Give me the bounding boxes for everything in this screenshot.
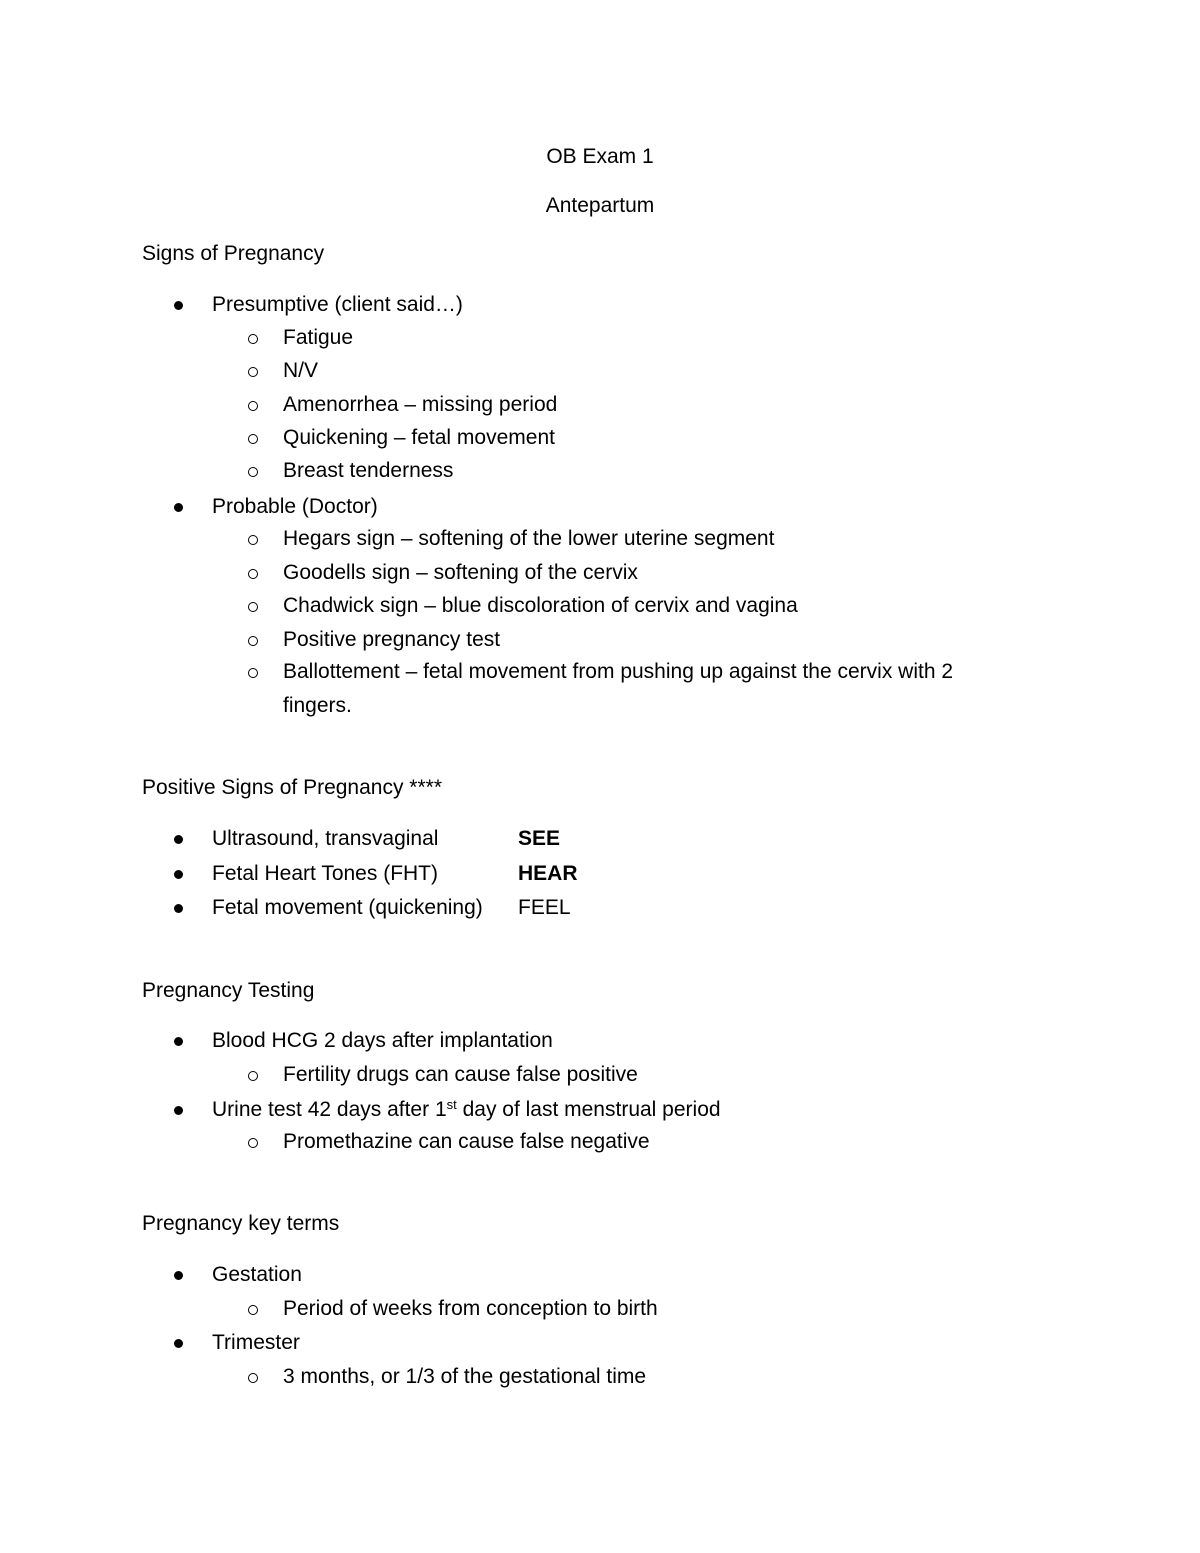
section-heading-signs: Signs of Pregnancy [142,242,325,265]
bullet-icon [174,904,183,913]
list-item: Positive pregnancy test [283,628,501,651]
positive-sign-sense: SEE [518,827,561,850]
list-item: 3 months, or 1/3 of the gestational time [283,1365,647,1388]
document-title: OB Exam 1 [546,145,654,168]
urine-text-start: Urine test 42 days after 1 [212,1098,447,1121]
list-item: Quickening – fetal movement [283,426,555,449]
circle-bullet-icon [248,535,258,545]
bullet-icon [174,1271,183,1280]
blood-test-item: Blood HCG 2 days after implantation [212,1029,553,1052]
ordinal-suffix: st [446,1097,457,1112]
circle-bullet-icon [248,636,258,646]
circle-bullet-icon [248,1071,258,1081]
presumptive-label: Presumptive (client said…) [212,293,463,316]
term-trimester: Trimester [212,1331,300,1354]
positive-sign-sense: HEAR [518,862,578,885]
circle-bullet-icon [248,1138,258,1148]
list-item: Goodells sign – softening of the cervix [283,561,638,584]
list-item: N/V [283,359,319,382]
list-item-continuation: fingers. [283,694,352,717]
section-heading-positive: Positive Signs of Pregnancy **** [142,776,442,799]
list-item: Ballottement – fetal movement from pushing up against the cervix with 2 [283,660,954,683]
term-gestation: Gestation [212,1263,302,1286]
document-subtitle: Antepartum [545,194,655,217]
list-item: Breast tenderness [283,459,454,482]
bullet-icon [174,835,183,844]
bullet-icon [174,503,183,512]
list-item: Promethazine can cause false negative [283,1130,650,1153]
list-item: Amenorrhea – missing period [283,393,558,416]
list-item: Fatigue [283,326,354,349]
circle-bullet-icon [248,668,258,678]
list-item: Chadwick sign – blue discoloration of cervix and vagina [283,594,798,617]
bullet-icon [174,1037,183,1046]
urine-text-end: day of last menstrual period [456,1098,721,1121]
circle-bullet-icon [248,334,258,344]
circle-bullet-icon [248,1305,258,1315]
positive-sign-sense: FEEL [518,896,571,919]
bullet-icon [174,870,183,879]
circle-bullet-icon [248,401,258,411]
circle-bullet-icon [248,367,258,377]
positive-sign-label: Fetal Heart Tones (FHT) [212,862,439,885]
bullet-icon [174,1339,183,1348]
section-heading-testing: Pregnancy Testing [142,979,315,1002]
list-item: Period of weeks from conception to birth [283,1297,658,1320]
list-item: Fertility drugs can cause false positive [283,1063,638,1086]
circle-bullet-icon [248,602,258,612]
circle-bullet-icon [248,569,258,579]
circle-bullet-icon [248,434,258,444]
urine-test-item [212,1097,721,1123]
circle-bullet-icon [248,1373,258,1383]
probable-label: Probable (Doctor) [212,495,378,518]
section-heading-terms: Pregnancy key terms [142,1212,340,1235]
positive-sign-label: Fetal movement (quickening) [212,896,483,919]
positive-sign-label: Ultrasound, transvaginal [212,827,439,850]
bullet-icon [174,301,183,310]
list-item: Hegars sign – softening of the lower uterine segment [283,527,775,550]
bullet-icon [174,1106,183,1115]
circle-bullet-icon [248,467,258,477]
